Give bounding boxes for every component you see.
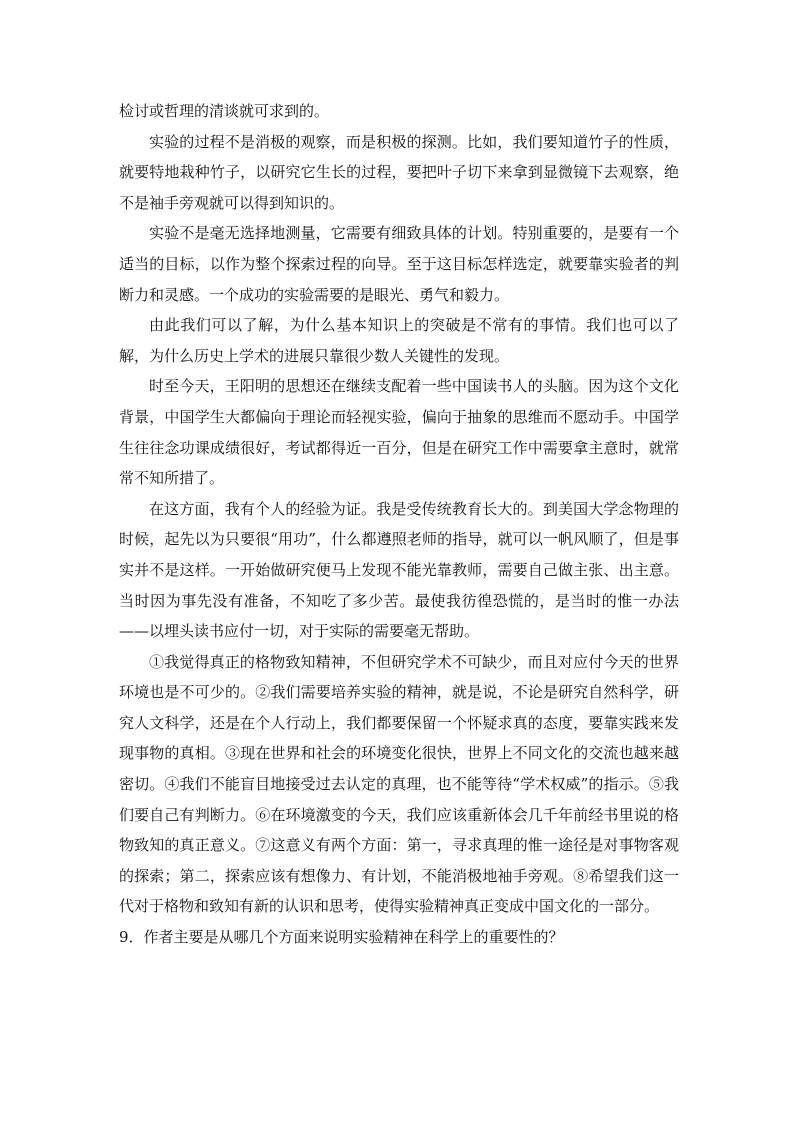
paragraph-2: 实验的过程不是消极的观察，而是积极的探测。比如，我们要知道竹子的性质，就要特地栽种竹子，以研究它生长的过程，要把叶子切下来拿到显微镜下去观察，绝不是袖手旁观就可以得到知识的。 bbox=[119, 132, 679, 212]
paragraph-5: 时至今天，王阳明的思想还在继续支配着一些中国读书人的头脑。因为这个文化背景，中国学生大都偏向于理论而轻视实验，偏向于抽象的思维而不愿动手。中国学生往往念功课成绩很好，考试都得近一百分，但是在研究工作中需要拿主意时，就常常不知所措了。 bbox=[119, 377, 679, 488]
paragraph-3: 实验不是毫无选择地测量，它需要有细致具体的计划。特别重要的，是要有一个适当的目标，以作为整个探索过程的向导。至于这目标怎样选定，就要靠实验者的判断力和灵感。一个成功的实验需要的是眼光、勇气和毅力。 bbox=[119, 224, 679, 304]
paragraph-4: 由此我们可以了解，为什么基本知识上的突破是不常有的事情。我们也可以了解，为什么历史上学术的进展只靠很少数人关键性的发现。 bbox=[119, 316, 679, 365]
question-9: 9．作者主要是从哪几个方面来说明实验精神在科学上的重要性的？ bbox=[119, 928, 564, 947]
paragraph-7: ①我觉得真正的格物致知精神，不但研究学术不可缺少，而且对应付今天的世界环境也是不可少的。②我们需要培养实验的精神，就是说，不论是研究自然科学，研究人文科学，还是在个人行动上，我们都要保留一个怀疑求真的态度，要靠实践来发现事物的真相。③现在世界和社会的环境变化很快，世界上不同文化的交流也越来越密切。④我们不能盲目地接受过去认定的真理，也不能等待“学术权威”的指示。⑤我们要自己有判断力。⑥在环境激变的今天，我们应该重新体会几千年前经书里说的格物致知的真正意义。⑦这意义有两个方面：第一，寻求真理的惟一途径是对事物客观的探索；第二，探索应该有想像力、有计划，不能消极地袖手旁观。⑧希望我们这一代对于格物和致知有新的认识和思考，使得实验精神真正变成中国文化的一部分。 bbox=[119, 652, 679, 916]
paragraph-6: 在这方面，我有个人的经验为证。我是受传统教育长大的。到美国大学念物理的时候，起先以为只要很“用功”，什么都遵照老师的指导，就可以一帆风顺了，但是事实并不是这样。一开始做研究便马上发现不能光靠教师，需要自己做主张、出主意。当时因为事先没有准备，不知吃了多少苦。最使我彷徨恐慌的，是当时的惟一办法——以埋头读书应付一切，对于实际的需要毫无帮助。 bbox=[119, 499, 679, 641]
document-body bbox=[119, 96, 679, 953]
paragraph-1: 检讨或哲理的清谈就可求到的。 bbox=[119, 102, 330, 120]
